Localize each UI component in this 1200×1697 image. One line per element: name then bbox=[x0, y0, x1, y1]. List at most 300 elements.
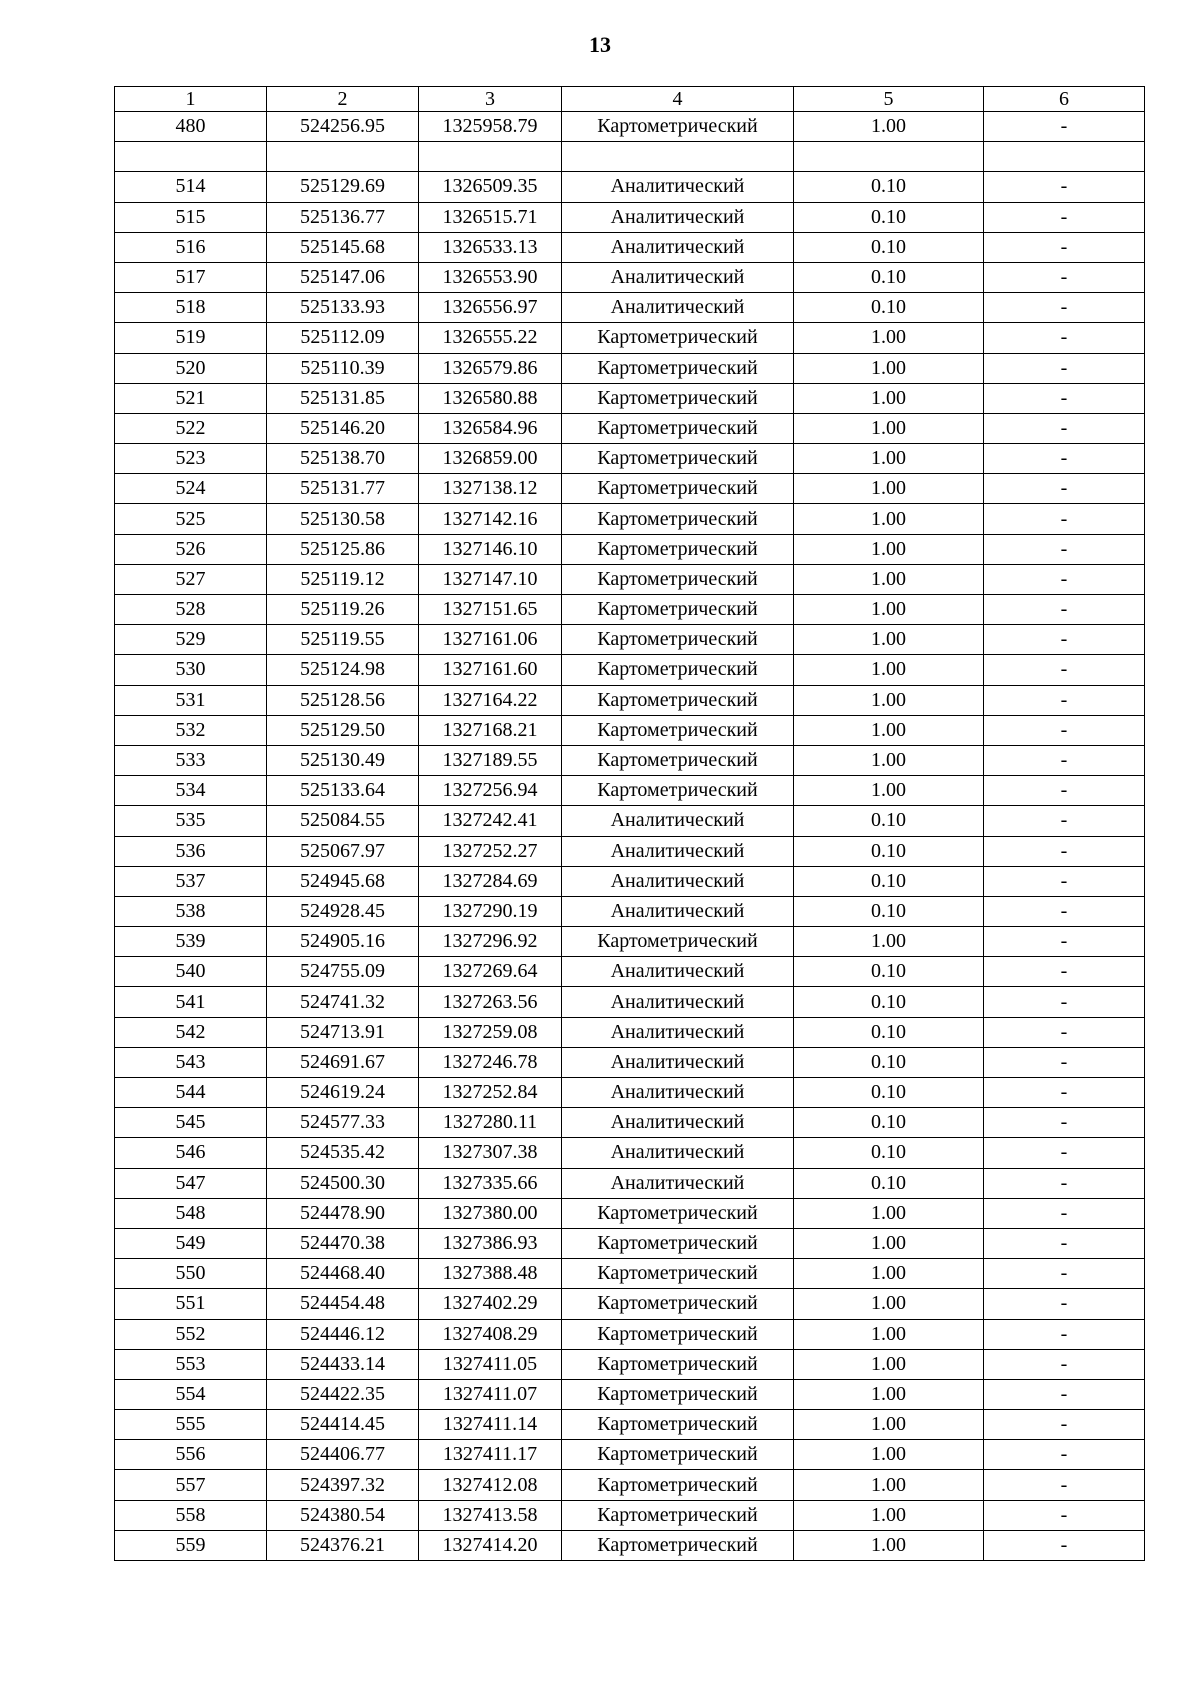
table-row bbox=[115, 1078, 1145, 1108]
point-number-cell: 540 bbox=[115, 957, 267, 987]
method-cell: Картометрический bbox=[562, 927, 794, 957]
point-number-cell: 553 bbox=[115, 1349, 267, 1379]
table-row bbox=[115, 806, 1145, 836]
y-coordinate-cell: 1326579.86 bbox=[419, 353, 562, 383]
accuracy-cell: 1.00 bbox=[794, 323, 984, 353]
point-number-cell: 526 bbox=[115, 534, 267, 564]
y-coordinate-cell: 1327242.41 bbox=[419, 806, 562, 836]
y-coordinate-cell: 1327189.55 bbox=[419, 745, 562, 775]
accuracy-cell: 1.00 bbox=[794, 444, 984, 474]
table-row bbox=[115, 1410, 1145, 1440]
point-number-cell: 525 bbox=[115, 504, 267, 534]
header-cell-col6: 6 bbox=[984, 87, 1145, 112]
header-cell-col4: 4 bbox=[562, 87, 794, 112]
method-cell: Картометрический bbox=[562, 1319, 794, 1349]
note-cell: - bbox=[984, 474, 1145, 504]
method-cell: Картометрический bbox=[562, 1228, 794, 1258]
x-coordinate-cell: 524945.68 bbox=[267, 866, 419, 896]
table-row bbox=[115, 112, 1145, 142]
y-coordinate-cell: 1326584.96 bbox=[419, 413, 562, 443]
note-cell: - bbox=[984, 1138, 1145, 1168]
x-coordinate-cell: 525146.20 bbox=[267, 413, 419, 443]
y-coordinate-cell: 1327414.20 bbox=[419, 1530, 562, 1560]
x-coordinate-cell: 525119.55 bbox=[267, 625, 419, 655]
table-row bbox=[115, 927, 1145, 957]
point-number-cell: 551 bbox=[115, 1289, 267, 1319]
note-cell: - bbox=[984, 1500, 1145, 1530]
note-cell: - bbox=[984, 353, 1145, 383]
x-coordinate-cell: 525136.77 bbox=[267, 202, 419, 232]
note-cell: - bbox=[984, 1108, 1145, 1138]
accuracy-cell: 1.00 bbox=[794, 353, 984, 383]
point-number-cell: 536 bbox=[115, 836, 267, 866]
method-cell: Картометрический bbox=[562, 564, 794, 594]
method-cell: Картометрический bbox=[562, 1530, 794, 1560]
y-coordinate-cell bbox=[419, 142, 562, 172]
accuracy-cell: 1.00 bbox=[794, 1440, 984, 1470]
point-number-cell: 554 bbox=[115, 1379, 267, 1409]
point-number-cell: 516 bbox=[115, 232, 267, 262]
accuracy-cell: 1.00 bbox=[794, 776, 984, 806]
table-row bbox=[115, 474, 1145, 504]
method-cell: Картометрический bbox=[562, 413, 794, 443]
x-coordinate-cell: 525131.77 bbox=[267, 474, 419, 504]
table-header bbox=[115, 87, 1145, 112]
y-coordinate-cell: 1327168.21 bbox=[419, 715, 562, 745]
accuracy-cell: 0.10 bbox=[794, 232, 984, 262]
method-cell: Картометрический bbox=[562, 1259, 794, 1289]
method-cell: Картометрический bbox=[562, 1470, 794, 1500]
note-cell: - bbox=[984, 1228, 1145, 1258]
method-cell: Аналитический bbox=[562, 232, 794, 262]
method-cell: Картометрический bbox=[562, 595, 794, 625]
note-cell: - bbox=[984, 323, 1145, 353]
y-coordinate-cell: 1327138.12 bbox=[419, 474, 562, 504]
note-cell: - bbox=[984, 806, 1145, 836]
accuracy-cell: 1.00 bbox=[794, 474, 984, 504]
x-coordinate-cell: 524535.42 bbox=[267, 1138, 419, 1168]
accuracy-cell: 1.00 bbox=[794, 564, 984, 594]
y-coordinate-cell: 1327335.66 bbox=[419, 1168, 562, 1198]
accuracy-cell: 1.00 bbox=[794, 1470, 984, 1500]
note-cell: - bbox=[984, 413, 1145, 443]
accuracy-cell: 0.10 bbox=[794, 172, 984, 202]
x-coordinate-cell: 524454.48 bbox=[267, 1289, 419, 1319]
y-coordinate-cell: 1326553.90 bbox=[419, 262, 562, 292]
method-cell: Картометрический bbox=[562, 444, 794, 474]
accuracy-cell: 0.10 bbox=[794, 896, 984, 926]
method-cell: Картометрический bbox=[562, 534, 794, 564]
point-number-cell: 544 bbox=[115, 1078, 267, 1108]
accuracy-cell: 0.10 bbox=[794, 1047, 984, 1077]
note-cell: - bbox=[984, 262, 1145, 292]
method-cell: Аналитический bbox=[562, 896, 794, 926]
y-coordinate-cell: 1327146.10 bbox=[419, 534, 562, 564]
method-cell bbox=[562, 142, 794, 172]
point-number-cell: 549 bbox=[115, 1228, 267, 1258]
x-coordinate-cell: 525129.69 bbox=[267, 172, 419, 202]
accuracy-cell: 0.10 bbox=[794, 957, 984, 987]
accuracy-cell: 1.00 bbox=[794, 1228, 984, 1258]
x-coordinate-cell: 525130.49 bbox=[267, 745, 419, 775]
header-cell-col1: 1 bbox=[115, 87, 267, 112]
note-cell: - bbox=[984, 232, 1145, 262]
x-coordinate-cell: 525129.50 bbox=[267, 715, 419, 745]
table-row bbox=[115, 745, 1145, 775]
x-coordinate-cell: 525133.64 bbox=[267, 776, 419, 806]
x-coordinate-cell: 524446.12 bbox=[267, 1319, 419, 1349]
page-number: 13 bbox=[589, 32, 611, 57]
point-number-cell: 534 bbox=[115, 776, 267, 806]
x-coordinate-cell: 524422.35 bbox=[267, 1379, 419, 1409]
point-number-cell: 480 bbox=[115, 112, 267, 142]
x-coordinate-cell: 524470.38 bbox=[267, 1228, 419, 1258]
note-cell: - bbox=[984, 172, 1145, 202]
note-cell: - bbox=[984, 957, 1145, 987]
x-coordinate-cell: 524256.95 bbox=[267, 112, 419, 142]
x-coordinate-cell: 524376.21 bbox=[267, 1530, 419, 1560]
accuracy-cell: 0.10 bbox=[794, 1108, 984, 1138]
note-cell: - bbox=[984, 1289, 1145, 1319]
method-cell: Аналитический bbox=[562, 806, 794, 836]
x-coordinate-cell: 524468.40 bbox=[267, 1259, 419, 1289]
y-coordinate-cell: 1327252.84 bbox=[419, 1078, 562, 1108]
table-row bbox=[115, 836, 1145, 866]
point-number-cell: 552 bbox=[115, 1319, 267, 1349]
table-row bbox=[115, 957, 1145, 987]
accuracy-cell: 1.00 bbox=[794, 1319, 984, 1349]
point-number-cell: 535 bbox=[115, 806, 267, 836]
y-coordinate-cell: 1326555.22 bbox=[419, 323, 562, 353]
table-row bbox=[115, 323, 1145, 353]
x-coordinate-cell: 524713.91 bbox=[267, 1017, 419, 1047]
note-cell: - bbox=[984, 293, 1145, 323]
point-number-cell: 530 bbox=[115, 655, 267, 685]
x-coordinate-cell: 524433.14 bbox=[267, 1349, 419, 1379]
table-row bbox=[115, 595, 1145, 625]
point-number-cell: 518 bbox=[115, 293, 267, 323]
x-coordinate-cell: 524380.54 bbox=[267, 1500, 419, 1530]
accuracy-cell: 1.00 bbox=[794, 685, 984, 715]
x-coordinate-cell: 525119.12 bbox=[267, 564, 419, 594]
x-coordinate-cell: 524928.45 bbox=[267, 896, 419, 926]
y-coordinate-cell: 1327408.29 bbox=[419, 1319, 562, 1349]
x-coordinate-cell: 525084.55 bbox=[267, 806, 419, 836]
x-coordinate-cell: 524478.90 bbox=[267, 1198, 419, 1228]
accuracy-cell: 0.10 bbox=[794, 866, 984, 896]
table-row bbox=[115, 655, 1145, 685]
note-cell: - bbox=[984, 715, 1145, 745]
accuracy-cell: 0.10 bbox=[794, 806, 984, 836]
point-number-cell: 559 bbox=[115, 1530, 267, 1560]
x-coordinate-cell: 524755.09 bbox=[267, 957, 419, 987]
method-cell: Картометрический bbox=[562, 383, 794, 413]
table-row bbox=[115, 715, 1145, 745]
accuracy-cell: 0.10 bbox=[794, 987, 984, 1017]
point-number-cell: 514 bbox=[115, 172, 267, 202]
point-number-cell: 528 bbox=[115, 595, 267, 625]
note-cell: - bbox=[984, 564, 1145, 594]
x-coordinate-cell: 525067.97 bbox=[267, 836, 419, 866]
note-cell: - bbox=[984, 444, 1145, 474]
note-cell: - bbox=[984, 685, 1145, 715]
method-cell: Картометрический bbox=[562, 353, 794, 383]
method-cell: Картометрический bbox=[562, 745, 794, 775]
method-cell: Аналитический bbox=[562, 866, 794, 896]
y-coordinate-cell: 1327147.10 bbox=[419, 564, 562, 594]
point-number-cell: 550 bbox=[115, 1259, 267, 1289]
accuracy-cell: 1.00 bbox=[794, 112, 984, 142]
point-number-cell: 557 bbox=[115, 1470, 267, 1500]
y-coordinate-cell: 1327280.11 bbox=[419, 1108, 562, 1138]
y-coordinate-cell: 1327413.58 bbox=[419, 1500, 562, 1530]
table-row bbox=[115, 1138, 1145, 1168]
table-row bbox=[115, 625, 1145, 655]
point-number-cell: 545 bbox=[115, 1108, 267, 1138]
method-cell: Аналитический bbox=[562, 1138, 794, 1168]
note-cell: - bbox=[984, 987, 1145, 1017]
y-coordinate-cell: 1326515.71 bbox=[419, 202, 562, 232]
point-number-cell: 523 bbox=[115, 444, 267, 474]
note-cell: - bbox=[984, 866, 1145, 896]
table-row bbox=[115, 1047, 1145, 1077]
accuracy-cell: 1.00 bbox=[794, 1289, 984, 1319]
table-row bbox=[115, 172, 1145, 202]
coordinates-table bbox=[114, 86, 1145, 1561]
table-row bbox=[115, 1440, 1145, 1470]
point-number-cell: 541 bbox=[115, 987, 267, 1017]
table-row bbox=[115, 1349, 1145, 1379]
point-number-cell: 524 bbox=[115, 474, 267, 504]
note-cell: - bbox=[984, 776, 1145, 806]
accuracy-cell: 0.10 bbox=[794, 202, 984, 232]
x-coordinate-cell: 525138.70 bbox=[267, 444, 419, 474]
y-coordinate-cell: 1327411.07 bbox=[419, 1379, 562, 1409]
y-coordinate-cell: 1327411.14 bbox=[419, 1410, 562, 1440]
table-row bbox=[115, 202, 1145, 232]
accuracy-cell: 0.10 bbox=[794, 293, 984, 323]
table-row bbox=[115, 142, 1145, 172]
table-row bbox=[115, 293, 1145, 323]
y-coordinate-cell: 1327246.78 bbox=[419, 1047, 562, 1077]
y-coordinate-cell: 1327269.64 bbox=[419, 957, 562, 987]
method-cell: Картометрический bbox=[562, 112, 794, 142]
accuracy-cell: 1.00 bbox=[794, 413, 984, 443]
point-number-cell bbox=[115, 142, 267, 172]
table-row bbox=[115, 1530, 1145, 1560]
accuracy-cell: 0.10 bbox=[794, 1017, 984, 1047]
y-coordinate-cell: 1327388.48 bbox=[419, 1259, 562, 1289]
table-row bbox=[115, 413, 1145, 443]
point-number-cell: 515 bbox=[115, 202, 267, 232]
point-number-cell: 543 bbox=[115, 1047, 267, 1077]
y-coordinate-cell: 1326556.97 bbox=[419, 293, 562, 323]
y-coordinate-cell: 1326533.13 bbox=[419, 232, 562, 262]
table-row bbox=[115, 866, 1145, 896]
note-cell: - bbox=[984, 202, 1145, 232]
accuracy-cell: 1.00 bbox=[794, 534, 984, 564]
y-coordinate-cell: 1325958.79 bbox=[419, 112, 562, 142]
method-cell: Аналитический bbox=[562, 1168, 794, 1198]
x-coordinate-cell: 525128.56 bbox=[267, 685, 419, 715]
y-coordinate-cell: 1327263.56 bbox=[419, 987, 562, 1017]
accuracy-cell: 1.00 bbox=[794, 595, 984, 625]
note-cell: - bbox=[984, 1198, 1145, 1228]
point-number-cell: 527 bbox=[115, 564, 267, 594]
x-coordinate-cell: 525145.68 bbox=[267, 232, 419, 262]
note-cell bbox=[984, 142, 1145, 172]
y-coordinate-cell: 1327386.93 bbox=[419, 1228, 562, 1258]
accuracy-cell: 1.00 bbox=[794, 1198, 984, 1228]
table-row bbox=[115, 1017, 1145, 1047]
note-cell: - bbox=[984, 836, 1145, 866]
table-row bbox=[115, 896, 1145, 926]
accuracy-cell: 1.00 bbox=[794, 383, 984, 413]
method-cell: Картометрический bbox=[562, 1379, 794, 1409]
x-coordinate-cell: 525130.58 bbox=[267, 504, 419, 534]
note-cell: - bbox=[984, 1047, 1145, 1077]
note-cell: - bbox=[984, 745, 1145, 775]
method-cell: Аналитический bbox=[562, 172, 794, 202]
accuracy-cell: 1.00 bbox=[794, 504, 984, 534]
method-cell: Аналитический bbox=[562, 293, 794, 323]
note-cell: - bbox=[984, 655, 1145, 685]
table-row bbox=[115, 1500, 1145, 1530]
method-cell: Картометрический bbox=[562, 685, 794, 715]
accuracy-cell: 0.10 bbox=[794, 1138, 984, 1168]
y-coordinate-cell: 1327161.06 bbox=[419, 625, 562, 655]
x-coordinate-cell: 524500.30 bbox=[267, 1168, 419, 1198]
accuracy-cell: 1.00 bbox=[794, 1259, 984, 1289]
accuracy-cell: 0.10 bbox=[794, 836, 984, 866]
accuracy-cell: 1.00 bbox=[794, 1530, 984, 1560]
point-number-cell: 537 bbox=[115, 866, 267, 896]
point-number-cell: 520 bbox=[115, 353, 267, 383]
table-row bbox=[115, 1289, 1145, 1319]
point-number-cell: 533 bbox=[115, 745, 267, 775]
note-cell: - bbox=[984, 1349, 1145, 1379]
point-number-cell: 529 bbox=[115, 625, 267, 655]
note-cell: - bbox=[984, 896, 1145, 926]
x-coordinate-cell: 524691.67 bbox=[267, 1047, 419, 1077]
x-coordinate-cell: 524577.33 bbox=[267, 1108, 419, 1138]
note-cell: - bbox=[984, 927, 1145, 957]
note-cell: - bbox=[984, 383, 1145, 413]
y-coordinate-cell: 1327411.17 bbox=[419, 1440, 562, 1470]
y-coordinate-cell: 1327151.65 bbox=[419, 595, 562, 625]
note-cell: - bbox=[984, 1379, 1145, 1409]
note-cell: - bbox=[984, 1017, 1145, 1047]
header-row bbox=[115, 87, 1145, 112]
x-coordinate-cell: 524905.16 bbox=[267, 927, 419, 957]
point-number-cell: 546 bbox=[115, 1138, 267, 1168]
table-row bbox=[115, 1470, 1145, 1500]
method-cell: Картометрический bbox=[562, 1289, 794, 1319]
point-number-cell: 532 bbox=[115, 715, 267, 745]
x-coordinate-cell: 524619.24 bbox=[267, 1078, 419, 1108]
table-row bbox=[115, 564, 1145, 594]
method-cell: Аналитический bbox=[562, 957, 794, 987]
table-body bbox=[115, 112, 1145, 1561]
x-coordinate-cell: 525124.98 bbox=[267, 655, 419, 685]
accuracy-cell: 1.00 bbox=[794, 715, 984, 745]
accuracy-cell bbox=[794, 142, 984, 172]
note-cell: - bbox=[984, 1319, 1145, 1349]
note-cell: - bbox=[984, 112, 1145, 142]
point-number-cell: 547 bbox=[115, 1168, 267, 1198]
point-number-cell: 548 bbox=[115, 1198, 267, 1228]
method-cell: Картометрический bbox=[562, 323, 794, 353]
point-number-cell: 531 bbox=[115, 685, 267, 715]
y-coordinate-cell: 1327142.16 bbox=[419, 504, 562, 534]
y-coordinate-cell: 1327164.22 bbox=[419, 685, 562, 715]
point-number-cell: 538 bbox=[115, 896, 267, 926]
method-cell: Картометрический bbox=[562, 715, 794, 745]
method-cell: Аналитический bbox=[562, 1047, 794, 1077]
note-cell: - bbox=[984, 625, 1145, 655]
table-row bbox=[115, 383, 1145, 413]
table-row bbox=[115, 1379, 1145, 1409]
table-row bbox=[115, 987, 1145, 1017]
accuracy-cell: 1.00 bbox=[794, 927, 984, 957]
x-coordinate-cell: 525119.26 bbox=[267, 595, 419, 625]
x-coordinate-cell bbox=[267, 142, 419, 172]
method-cell: Картометрический bbox=[562, 776, 794, 806]
table-row bbox=[115, 776, 1145, 806]
accuracy-cell: 1.00 bbox=[794, 1410, 984, 1440]
method-cell: Картометрический bbox=[562, 1440, 794, 1470]
x-coordinate-cell: 524397.32 bbox=[267, 1470, 419, 1500]
y-coordinate-cell: 1327284.69 bbox=[419, 866, 562, 896]
method-cell: Аналитический bbox=[562, 987, 794, 1017]
method-cell: Аналитический bbox=[562, 262, 794, 292]
accuracy-cell: 1.00 bbox=[794, 1379, 984, 1409]
table-row bbox=[115, 534, 1145, 564]
method-cell: Картометрический bbox=[562, 1410, 794, 1440]
note-cell: - bbox=[984, 534, 1145, 564]
x-coordinate-cell: 524414.45 bbox=[267, 1410, 419, 1440]
header-cell-col2: 2 bbox=[267, 87, 419, 112]
table-row bbox=[115, 1108, 1145, 1138]
method-cell: Картометрический bbox=[562, 1349, 794, 1379]
y-coordinate-cell: 1327402.29 bbox=[419, 1289, 562, 1319]
y-coordinate-cell: 1327161.60 bbox=[419, 655, 562, 685]
method-cell: Картометрический bbox=[562, 1500, 794, 1530]
note-cell: - bbox=[984, 1410, 1145, 1440]
x-coordinate-cell: 525112.09 bbox=[267, 323, 419, 353]
x-coordinate-cell: 525133.93 bbox=[267, 293, 419, 323]
accuracy-cell: 1.00 bbox=[794, 655, 984, 685]
method-cell: Картометрический bbox=[562, 474, 794, 504]
x-coordinate-cell: 525125.86 bbox=[267, 534, 419, 564]
y-coordinate-cell: 1327256.94 bbox=[419, 776, 562, 806]
y-coordinate-cell: 1326509.35 bbox=[419, 172, 562, 202]
note-cell: - bbox=[984, 1168, 1145, 1198]
method-cell: Аналитический bbox=[562, 1017, 794, 1047]
point-number-cell: 542 bbox=[115, 1017, 267, 1047]
accuracy-cell: 0.10 bbox=[794, 1078, 984, 1108]
accuracy-cell: 1.00 bbox=[794, 625, 984, 655]
table-row bbox=[115, 1228, 1145, 1258]
table-row bbox=[115, 1198, 1145, 1228]
y-coordinate-cell: 1327412.08 bbox=[419, 1470, 562, 1500]
y-coordinate-cell: 1327296.92 bbox=[419, 927, 562, 957]
header-cell-col3: 3 bbox=[419, 87, 562, 112]
method-cell: Картометрический bbox=[562, 655, 794, 685]
point-number-cell: 522 bbox=[115, 413, 267, 443]
method-cell: Аналитический bbox=[562, 836, 794, 866]
accuracy-cell: 1.00 bbox=[794, 745, 984, 775]
